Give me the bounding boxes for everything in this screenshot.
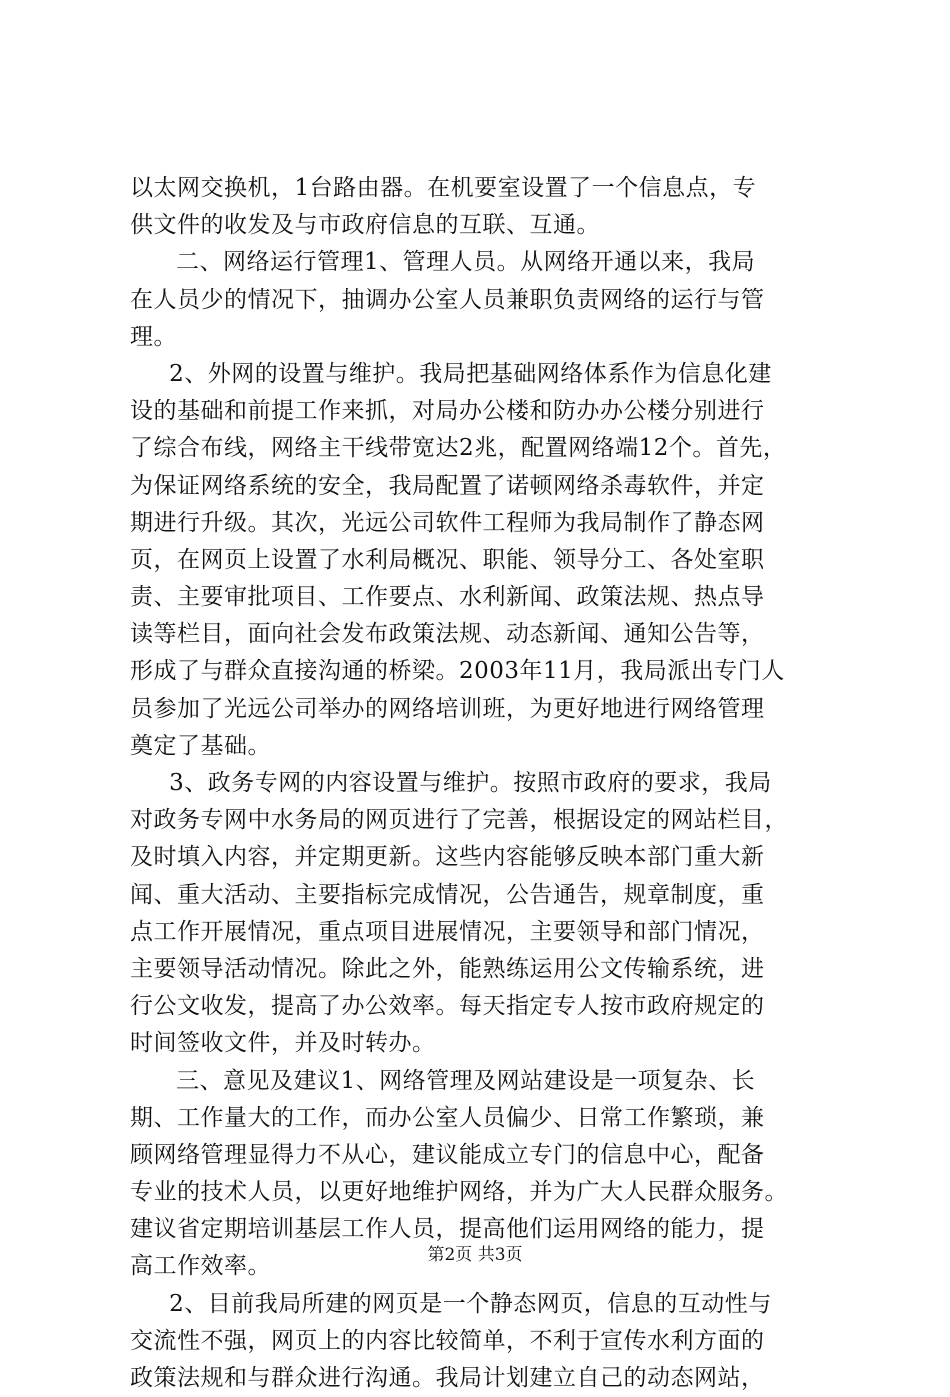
text-line: 时间签收文件，并及时转办。 — [130, 1030, 436, 1057]
text-line: 建议省定期培训基层工作人员，提高他们运用网络的能力，提 — [130, 1216, 765, 1243]
text-line: 点工作开展情况，重点项目进展情况，主要领导和部门情况， — [130, 918, 765, 945]
text-line: 期、工作量大的工作，而办公室人员偏少、日常工作繁琐，兼 — [130, 1104, 765, 1131]
text-line: 设的基础和前提工作来抓，对局办公楼和防办办公楼分别进行 — [130, 398, 765, 425]
document-body — [130, 170, 850, 1397]
text-line: 闻、重大活动、主要指标完成情况，公告通告，规章制度，重 — [130, 881, 765, 908]
text-line: 2、目前我局所建的网页是一个静态网页，信息的互动性与 — [169, 1290, 772, 1317]
text-line: 页，在网页上设置了水利局概况、职能、领导分工、各处室职 — [130, 546, 765, 573]
text-line: 行公文收发，提高了办公效率。每天指定专人按市政府规定的 — [130, 993, 765, 1020]
text-line: 供文件的收发及与市政府信息的互联、互通。 — [130, 212, 600, 239]
text-line: 交流性不强，网页上的内容比较简单，不利于宣传水利方面的 — [130, 1327, 765, 1354]
text-line: 2、外网的设置与维护。我局把基础网络体系作为信息化建 — [169, 360, 772, 387]
text-line: 形成了与群众直接沟通的桥梁。2003年11月，我局派出专门人 — [130, 658, 785, 685]
text-line: 为保证网络系统的安全，我局配置了诺顿网络杀毒软件，并定 — [130, 472, 765, 499]
text-line: 及时填入内容，并定期更新。这些内容能够反映本部门重大新 — [130, 844, 765, 871]
page-footer: 第2页 共3页 — [427, 1245, 523, 1265]
text-line: 三、意见及建议1、网络管理及网站建设是一项复杂、长 — [176, 1067, 756, 1094]
text-line: 在人员少的情况下，抽调办公室人员兼职负责网络的运行与管 — [130, 286, 765, 313]
text-line: 期进行升级。其次，光远公司软件工程师为我局制作了静态网 — [130, 509, 765, 536]
text-line: 理。 — [130, 323, 177, 350]
text-line: 专业的技术人员，以更好地维护网络，并为广大人民群众服务。 — [130, 1179, 788, 1206]
text-line: 读等栏目，面向社会发布政策法规、动态新闻、通知公告等， — [130, 621, 765, 648]
text-line: 政策法规和与群众进行沟通。我局计划建立自己的动态网站， — [130, 1365, 765, 1391]
text-line: 顾网络管理显得力不从心，建议能成立专门的信息中心，配备 — [130, 1141, 765, 1168]
text-line: 责、主要审批项目、工作要点、水利新闻、政策法规、热点导 — [130, 584, 765, 611]
text-line: 高工作效率。 — [130, 1253, 271, 1280]
text-line: 了综合布线，网络主干线带宽达2兆，配置网络端12个。首先， — [130, 435, 787, 462]
text-line: 二、网络运行管理1、管理人员。从网络开通以来，我局 — [176, 249, 756, 276]
text-line: 主要领导活动情况。除此之外，能熟练运用公文传输系统，进 — [130, 955, 765, 982]
text-line: 对政务专网中水务局的网页进行了完善，根据设定的网站栏目， — [130, 807, 788, 834]
text-line: 3、政务专网的内容设置与维护。按照市政府的要求，我局 — [169, 770, 772, 796]
text-line: 奠定了基础。 — [130, 732, 271, 759]
text-line: 员参加了光远公司举办的网络培训班，为更好地进行网络管理 — [130, 695, 765, 722]
text-line: 以太网交换机，1台路由器。在机要室设置了一个信息点，专 — [130, 175, 757, 201]
